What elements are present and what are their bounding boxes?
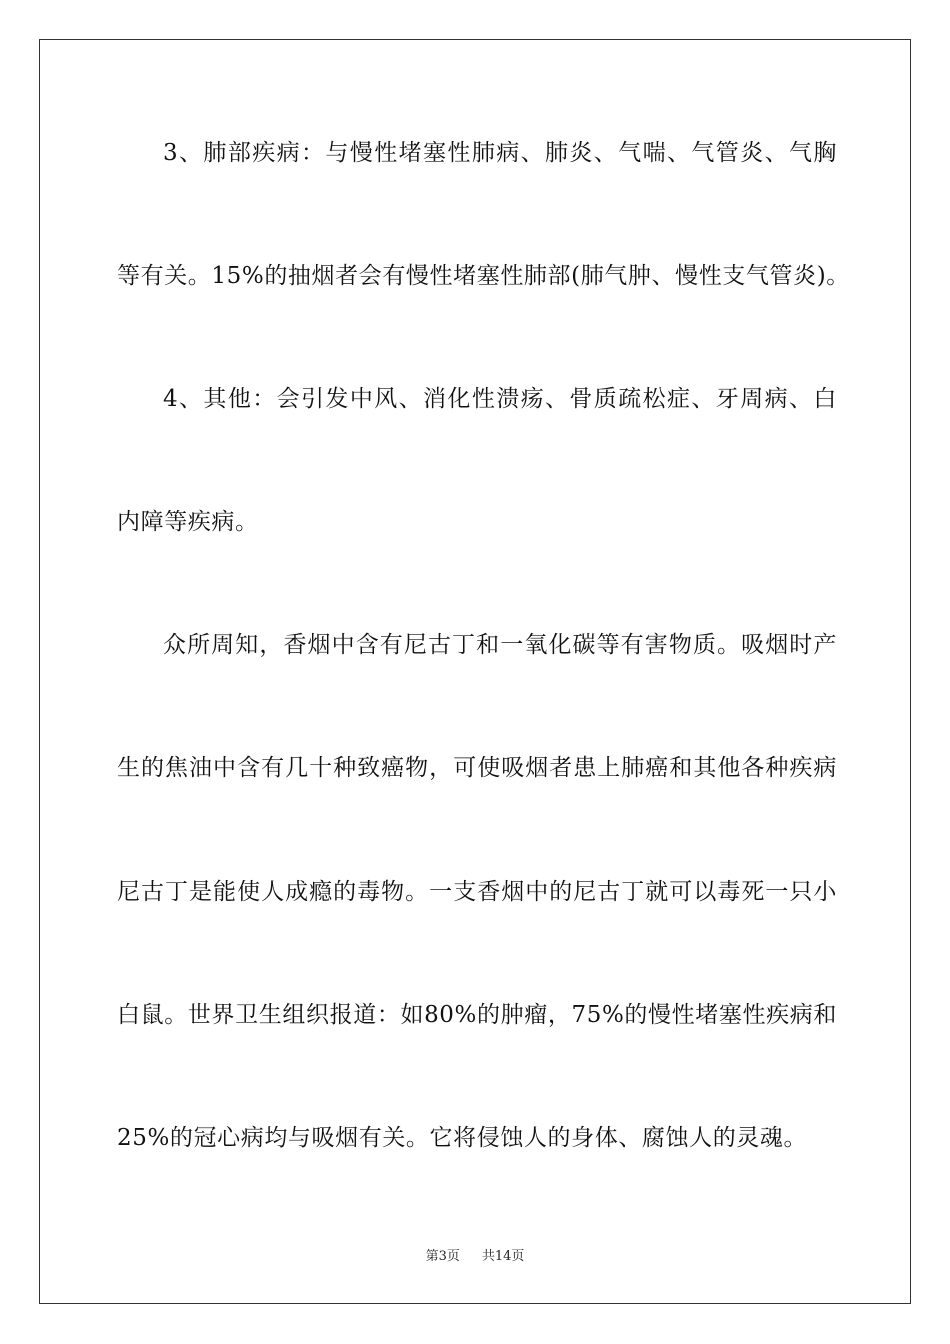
- paragraph-3-line-5: 25%的冠心病均与吸烟有关。它将侵蚀人的身体、腐蚀人的灵魂。: [117, 1125, 808, 1151]
- paragraph-1-line-2: 等有关。15%的抽烟者会有慢性堵塞性肺部(肺气肿、慢性支气管炎)。: [117, 263, 850, 289]
- paragraph-2-line-2: 内障等疾病。: [117, 509, 259, 535]
- paragraph-3-line-4: 白鼠。世界卫生组织报道：如80%的肿瘤，75%的慢性堵塞性疾病和: [117, 1002, 837, 1028]
- page-border: [39, 39, 911, 1304]
- paragraph-3-line-1: 众所周知，香烟中含有尼古丁和一氧化碳等有害物质。吸烟时产: [163, 632, 837, 658]
- page-number: 第3页: [425, 1249, 460, 1264]
- paragraph-3-line-3: 尼古丁是能使人成瘾的毒物。一支香烟中的尼古丁就可以毒死一只小: [117, 879, 837, 905]
- paragraph-3-line-2: 生的焦油中含有几十种致癌物，可使吸烟者患上肺癌和其他各种疾病: [117, 755, 837, 781]
- total-pages: 共14页: [481, 1249, 525, 1264]
- paragraph-1-line-1: 3、肺部疾病：与慢性堵塞性肺病、肺炎、气喘、气管炎、气胸: [163, 140, 837, 166]
- page-footer: [0, 1249, 950, 1265]
- paragraph-2-line-1: 4、其他：会引发中风、消化性溃疡、骨质疏松症、牙周病、白: [163, 386, 837, 412]
